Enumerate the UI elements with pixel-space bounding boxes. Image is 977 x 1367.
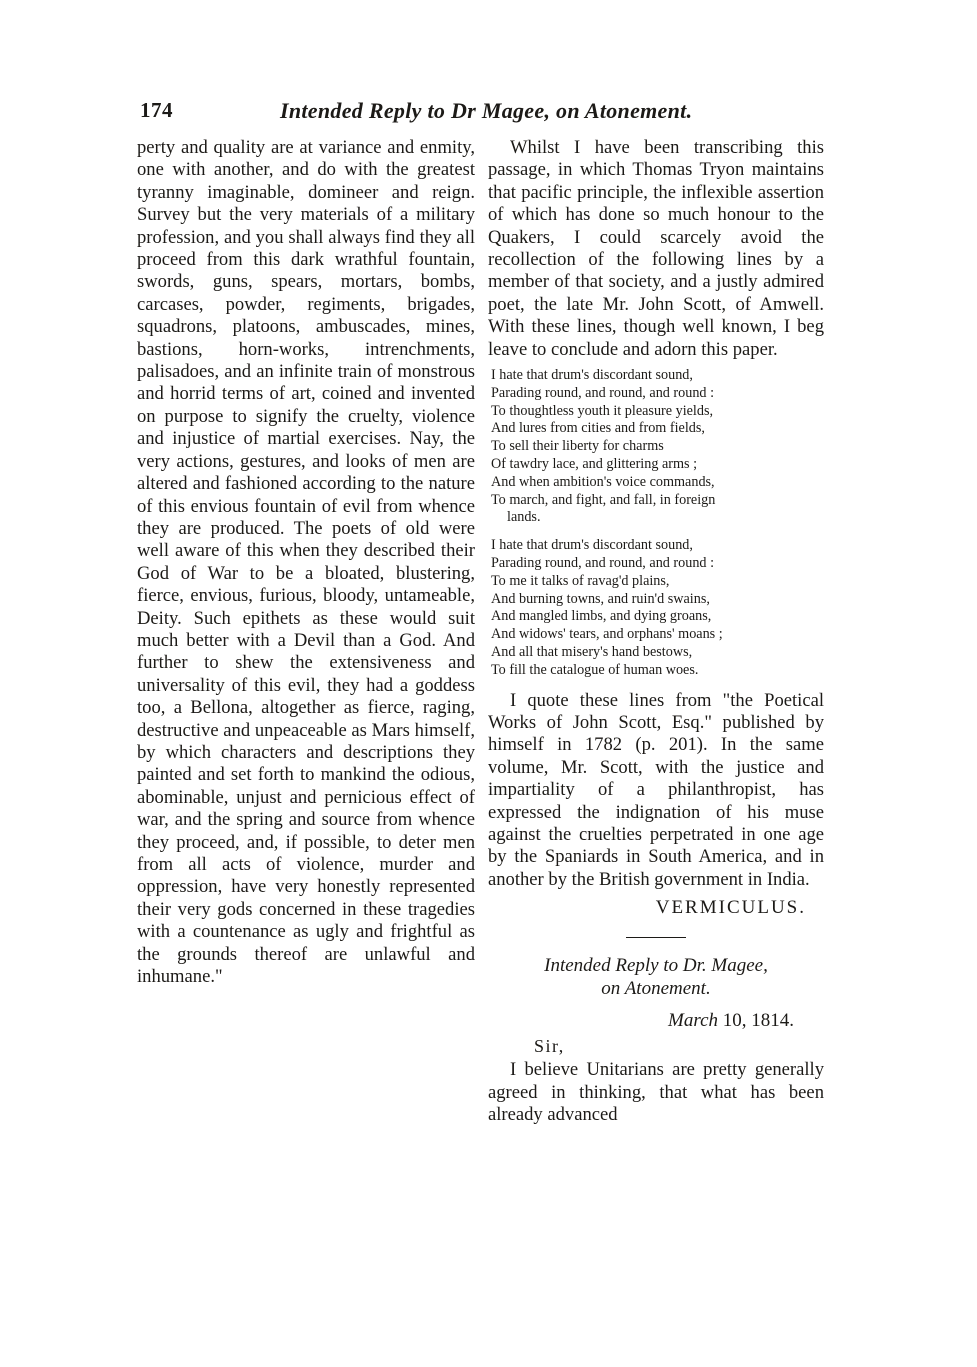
verse-line: And lures from cities and from fields, xyxy=(491,420,705,437)
running-head-title: Intended Reply to Dr Magee, on Atonement. xyxy=(280,98,693,123)
right-column xyxy=(488,137,824,1126)
next-article xyxy=(488,954,824,1126)
poem-stanza-1 xyxy=(491,367,824,527)
left-column xyxy=(137,137,475,988)
salutation: Sir, xyxy=(534,1036,565,1057)
page-number: 174 xyxy=(140,98,173,122)
article-date xyxy=(488,1010,794,1032)
continued-paragraph: perty and quality are at variance and enmity, one with another, and do with the greatest tyranny imaginable, domineer and reign. Survey but the very materials of a military profession, and you shall always find they all proceed from this dark wrathful fountain, swords, guns, spears, mortars, bombs, carcases, powder, regiments, brigades, squadrons, platoons, ambuscades, mines, bastions, horn-works, intrenchments, palisadoes, and an infinite train of monstrous and horrid terms of art, coined and invented on purpose to signify the cruelty, violence and injustice of martial exercises. Nay, the very actions, gestures, and looks of men are altered and fashioned according to the nature of this envious fountain of evil from whence they are produced. The poets of old were well aware of this when they described their God of War to be a bloated, blustering, fierce, envious, furious, bloody, untameable, Deity. Such epithets as these would suit much better with a Devil than a God. And further to shew the extensiveness and universality of this evil, they had a goddess too, a Bellona, altogether as fierce, raging, destructive and unpeaceable as Mars himself, by which characters and descriptions they painted and set forth to mankind the odious, abominable, unjust and pernicious effect of war, and the spring and source from whence they proceed, and, if possible, to deter men from all acts of violence, murder and oppression, have very honestly represented their very gods concerned in these tragedies with a countenance as ugly and frightful as the grounds thereof are unlawful and inhumane." xyxy=(137,137,475,988)
verse-line: And when ambition's voice commands, xyxy=(491,473,715,490)
poem-stanza-2 xyxy=(491,537,824,679)
verse-line: To fill the catalogue of human woes. xyxy=(491,661,699,678)
article-opening: I believe Unitarians are pretty generally agreed in thinking, that what has been already advanced xyxy=(488,1059,824,1126)
verse-line: To march, and fight, and fall, in foreign xyxy=(491,491,716,508)
verse-line: I hate that drum's discordant sound, xyxy=(491,367,693,384)
section-divider xyxy=(626,937,686,938)
verse-line: And burning towns, and ruin'd swains, xyxy=(491,590,710,607)
article-title xyxy=(488,954,824,1000)
citation-paragraph: I quote these lines from "the Poetical Works of John Scott, Esq." published by himself in 1782 (p. 201). In the same volume, Mr. Scott, with the justice and impartiality of a philanthropist, has expressed the indignation of his muse against the cruelties perpetrated in one age by the Spaniards in South America, and in another by the British government in India. xyxy=(488,689,824,890)
poem xyxy=(491,367,824,680)
verse-line: Parading round, and round, and round : xyxy=(491,384,715,401)
date-day-year: 10, 1814. xyxy=(722,1010,794,1032)
verse-line: And mangled limbs, and dying groans, xyxy=(491,608,712,625)
article-title-line-2: on Atonement. xyxy=(601,978,711,1000)
article-title-line-1: Intended Reply to Dr. Magee, xyxy=(544,955,768,977)
verse-line-continuation: lands. xyxy=(507,509,541,526)
author-signature: VERMICULUS. xyxy=(655,897,806,919)
verse-line: To sell their liberty for charms xyxy=(491,438,664,455)
verse-line: Of tawdry lace, and glittering arms ; xyxy=(491,456,698,473)
running-header xyxy=(140,98,830,132)
date-month: March xyxy=(668,1010,718,1032)
verse-line: And all that misery's hand bestows, xyxy=(491,644,693,661)
verse-line: I hate that drum's discordant sound, xyxy=(491,537,693,554)
verse-line: To me it talks of ravag'd plains, xyxy=(491,572,670,589)
intro-paragraph: Whilst I have been transcribing this passage, in which Thomas Tryon maintains that pacific principle, the inflexible assertion of which has done so much honour to the Quakers, I could scarcely avoid the recollection of the following lines by a member of that society, and a justly admired poet, the late Mr. John Scott, of Amwell. With these lines, though well known, I beg leave to conclude and adorn this paper. xyxy=(488,137,824,360)
verse-line: Parading round, and round, and round : xyxy=(491,555,715,572)
verse-line: And widows' tears, and orphans' moans ; xyxy=(491,626,723,643)
verse-line: To thoughtless youth it pleasure yields, xyxy=(491,402,714,419)
